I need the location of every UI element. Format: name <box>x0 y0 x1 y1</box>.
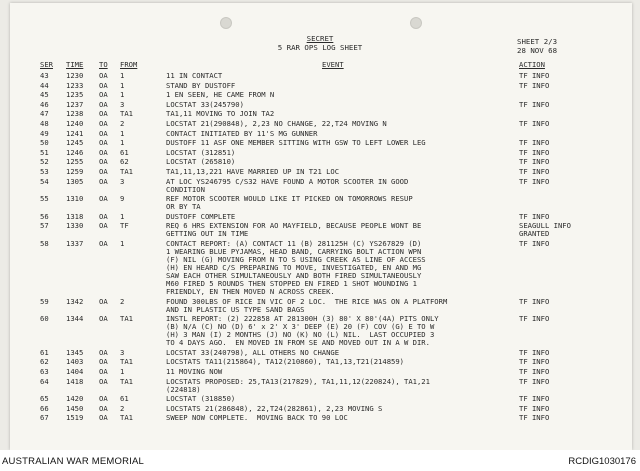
entry-time: 1330 <box>66 221 84 231</box>
entry-to: OA <box>99 413 108 423</box>
entry-from: TF <box>120 221 129 231</box>
event-line: LOCSTATS 21(286848), 22,T24(282861), 2,23 MOVING S <box>166 403 383 413</box>
entry-from: TA1 <box>120 413 133 423</box>
entry-time: 1310 <box>66 194 84 204</box>
event-line: DUSTOFF COMPLETE <box>166 211 236 221</box>
entry-serial: 64 <box>40 376 49 386</box>
entry-to: OA <box>99 347 108 357</box>
event-line: CONTACT INITIATED BY 11'S MG GUNNER <box>166 128 318 138</box>
event-line: AT LOC YS246795 C/S32 HAVE FOUND A MOTOR SCOOTER IN GOOD <box>166 176 409 186</box>
entry-event <box>166 72 512 80</box>
sheet-date: 28 NOV 68 <box>517 46 558 55</box>
entry-serial: 43 <box>40 71 49 80</box>
entry-time: 1238 <box>66 109 84 119</box>
entry-time: 1305 <box>66 176 84 186</box>
entry-to: OA <box>99 128 108 138</box>
entry-from: TA1 <box>120 376 133 386</box>
sheet-number: SHEET 2/3 <box>517 37 558 46</box>
entry-from: 1 <box>120 71 125 80</box>
entry-event <box>166 378 512 394</box>
entry-from: TA1 <box>120 109 133 119</box>
entry-from: 2 <box>120 119 125 128</box>
entry-from: 62 <box>120 157 129 167</box>
entry-serial: 48 <box>40 119 49 128</box>
action-line: TF INFO <box>519 394 550 404</box>
entry-time: 1337 <box>66 239 84 248</box>
entry-from: 1 <box>120 367 125 376</box>
action-line: TF INFO <box>519 314 550 324</box>
entry-action <box>519 72 619 80</box>
entry-serial: 49 <box>40 128 49 138</box>
action-line: TF INFO <box>519 347 550 357</box>
entry-to: OA <box>99 109 108 119</box>
event-line: TA1,11 MOVING TO JOIN TA2 <box>166 109 275 119</box>
entry-time: 1403 <box>66 357 84 367</box>
entry-event <box>166 158 512 166</box>
entry-action <box>519 222 619 238</box>
event-line: LOCSTAT 33(240798), ALL OTHERS NO CHANGE <box>166 347 340 357</box>
entry-from: 3 <box>120 347 125 357</box>
action-line: TF INFO <box>519 119 550 128</box>
entry-action <box>519 368 619 376</box>
entry-time: 1235 <box>66 90 84 100</box>
entry-to: OA <box>99 138 108 148</box>
entry-to: OA <box>99 376 108 386</box>
entry-serial: 55 <box>40 194 49 204</box>
event-line: 1 WEARING BLUE PYJAMAS, HEAD BAND, CARRYING BOLT ACTION WPN <box>166 247 422 256</box>
entry-event <box>166 222 512 238</box>
entry-from: 2 <box>120 403 125 413</box>
event-line: REF MOTOR SCOOTER WOULD LIKE IT PICKED ON TOMORROWS RESUP <box>166 194 413 204</box>
event-line: FRIENDLY, EN THEN MOVED N ACROSS CREEK. <box>166 287 335 296</box>
event-line: FOUND 300LBS OF RICE IN VIC OF 2 LOC. THE RICE WAS ON A PLATFORM <box>166 296 448 306</box>
entry-serial: 46 <box>40 99 49 109</box>
entry-time: 1420 <box>66 394 84 404</box>
entry-serial: 51 <box>40 147 49 157</box>
page-title: 5 RAR OPS LOG SHEET <box>277 43 363 52</box>
punch-hole <box>410 17 422 29</box>
action-line: TF INFO <box>519 157 550 167</box>
entry-to: OA <box>99 221 108 231</box>
event-line: LOCSTATS PROPOSED: 25,TA13(217829), TA1,11,12(220824), TA1,21 <box>166 376 430 386</box>
entry-to: OA <box>99 147 108 157</box>
entry-serial: 52 <box>40 157 49 167</box>
entry-from: 9 <box>120 194 125 204</box>
entry-event <box>166 168 512 176</box>
entry-event <box>166 414 512 422</box>
entry-to: OA <box>99 314 108 324</box>
entry-event <box>166 358 512 366</box>
column-header-to: TO <box>99 60 108 69</box>
entry-event <box>166 298 512 314</box>
event-line: (H) EN HEARD C/S PREPARING TO MOVE, INVESTIGATED, EN AND MG <box>166 263 422 272</box>
entry-action <box>519 82 619 90</box>
entry-action <box>519 414 619 422</box>
entry-action <box>519 178 619 186</box>
entry-event <box>166 178 512 194</box>
entry-event <box>166 315 512 347</box>
entry-from: 3 <box>120 176 125 186</box>
entry-from: 1 <box>120 239 125 248</box>
entry-from: TA1 <box>120 314 133 324</box>
entry-event <box>166 91 512 99</box>
entry-action <box>519 349 619 357</box>
entry-to: OA <box>99 357 108 367</box>
event-line: GETTING OUT IN TIME <box>166 229 249 239</box>
event-line: DUSTOFF 11 ASF ONE MEMBER SITTING WITH GSW TO LEFT LOWER LEG <box>166 138 426 148</box>
event-line: (H) 3 MAN (I) 2 MONTHS (J) NO (K) NO (L) NIL. LAST OCCUPIED 3 <box>166 330 435 340</box>
action-line: TF INFO <box>519 239 550 248</box>
entry-serial: 45 <box>40 90 49 100</box>
action-line: TF INFO <box>519 71 550 80</box>
event-line: SWEEP NOW COMPLETE. MOVING BACK TO 90 LOC <box>166 413 348 423</box>
action-line: TF INFO <box>519 138 550 148</box>
entry-action <box>519 378 619 386</box>
entry-event <box>166 195 512 211</box>
entry-from: TA1 <box>120 357 133 367</box>
entry-event <box>166 101 512 109</box>
entry-action <box>519 101 619 109</box>
event-line: LOCSTAT 21(290848), 2,23 NO CHANGE, 22,T24 MOVING N <box>166 119 387 128</box>
entry-action <box>519 149 619 157</box>
column-header-ser: SER <box>40 60 53 69</box>
entry-serial: 60 <box>40 314 49 324</box>
entry-action <box>519 168 619 176</box>
entry-to: OA <box>99 167 108 176</box>
entry-from: TA1 <box>120 167 133 176</box>
entry-action <box>519 139 619 147</box>
entry-action <box>519 298 619 306</box>
archive-footer <box>0 450 640 471</box>
event-line: CONDITION <box>166 184 205 194</box>
event-line: CONTACT REPORT: (A) CONTACT 11 (B) 281125H (C) YS267829 (D) <box>166 239 422 248</box>
entry-time: 1404 <box>66 367 84 376</box>
event-line: (224818) <box>166 384 201 394</box>
entry-action <box>519 358 619 366</box>
event-line: 11 IN CONTACT <box>166 71 223 80</box>
entry-from: 61 <box>120 394 129 404</box>
entry-time: 1342 <box>66 296 84 306</box>
entry-serial: 62 <box>40 357 49 367</box>
entry-time: 1241 <box>66 128 84 138</box>
entry-action <box>519 120 619 128</box>
entry-action <box>519 405 619 413</box>
entry-to: OA <box>99 119 108 128</box>
entry-event <box>166 139 512 147</box>
column-header-time: TIME <box>66 60 84 69</box>
event-line: REQ 6 HRS EXTENSION FOR AO MAYFIELD, BECAUSE PEOPLE WONT BE <box>166 221 422 231</box>
entry-time: 1318 <box>66 211 84 221</box>
action-line: TF INFO <box>519 413 550 423</box>
entry-from: 1 <box>120 138 125 148</box>
action-line: TF INFO <box>519 80 550 90</box>
column-header-action: ACTION <box>519 60 545 69</box>
event-line: LOCSTAT 33(245790) <box>166 99 244 109</box>
event-line: OR BY TA <box>166 202 201 212</box>
entry-time: 1230 <box>66 71 84 80</box>
event-line: M60 FIRED 5 ROUNDS THEN STOPPED EN FIRED 1 SHOT WOUNDING 1 <box>166 279 417 288</box>
entry-serial: 65 <box>40 394 49 404</box>
event-line: 1 EN SEEN, HE CAME FROM N <box>166 90 275 100</box>
event-line: 11 MOVING NOW <box>166 367 223 376</box>
entry-from: 1 <box>120 80 125 90</box>
event-line: LOCSTAT (265810) <box>166 157 236 167</box>
entry-event <box>166 349 512 357</box>
entry-to: OA <box>99 71 108 80</box>
event-line: INSTL REPORT: (2) 222858 AT 281300H (3) 80' X 80'(4A) PITS ONLY <box>166 314 439 324</box>
event-line: STAND BY DUSTOFF <box>166 80 236 90</box>
punch-hole <box>220 17 232 29</box>
entry-time: 1519 <box>66 413 84 423</box>
entry-to: OA <box>99 90 108 100</box>
entry-time: 1450 <box>66 403 84 413</box>
action-line: SEAGULL INFO <box>519 221 571 231</box>
entry-to: OA <box>99 367 108 376</box>
entry-from: 1 <box>120 128 125 138</box>
event-line: TA1,11,13,221 HAVE MARRIED UP IN T21 LOC <box>166 167 340 176</box>
entry-event <box>166 240 512 296</box>
action-line: TF INFO <box>519 211 550 221</box>
entry-to: OA <box>99 194 108 204</box>
entry-serial: 44 <box>40 80 49 90</box>
event-line: LOCSTATS TA11(215864), TA12(210860), TA1,13,T21(214859) <box>166 357 404 367</box>
action-line: TF INFO <box>519 357 550 367</box>
entry-event <box>166 82 512 90</box>
entry-serial: 61 <box>40 347 49 357</box>
entry-event <box>166 405 512 413</box>
event-line: (F) NIL (G) MOVING FROM N TO S USING CREEK AS LINE OF ACCESS <box>166 255 426 264</box>
action-line: TF INFO <box>519 147 550 157</box>
entry-serial: 57 <box>40 221 49 231</box>
entry-time: 1345 <box>66 347 84 357</box>
entry-time: 1245 <box>66 138 84 148</box>
entry-to: OA <box>99 403 108 413</box>
entry-time: 1259 <box>66 167 84 176</box>
entry-time: 1240 <box>66 119 84 128</box>
entry-event <box>166 130 512 138</box>
entry-time: 1344 <box>66 314 84 324</box>
entry-from: 3 <box>120 99 125 109</box>
column-header-from: FROM <box>120 60 138 69</box>
action-line: TF INFO <box>519 176 550 186</box>
action-line: GRANTED <box>519 229 550 239</box>
entry-event <box>166 120 512 128</box>
entry-serial: 54 <box>40 176 49 186</box>
entry-to: OA <box>99 211 108 221</box>
action-line: TF INFO <box>519 296 550 306</box>
entry-time: 1418 <box>66 376 84 386</box>
entry-from: 2 <box>120 296 125 306</box>
sheet-info <box>517 37 557 55</box>
event-line: AND IN PLASTIC US TYPE SAND BAGS <box>166 304 305 314</box>
entry-event <box>166 149 512 157</box>
entry-serial: 56 <box>40 211 49 221</box>
entry-from: 1 <box>120 90 125 100</box>
entry-event <box>166 213 512 221</box>
entry-to: OA <box>99 394 108 404</box>
entry-from: 1 <box>120 211 125 221</box>
entry-to: OA <box>99 239 108 248</box>
entry-to: OA <box>99 80 108 90</box>
entry-serial: 58 <box>40 239 49 248</box>
entry-action <box>519 213 619 221</box>
entry-serial: 63 <box>40 367 49 376</box>
column-header-event: EVENT <box>322 60 344 69</box>
entry-serial: 66 <box>40 403 49 413</box>
event-line: LOCSTAT (312851) <box>166 147 236 157</box>
event-line: (B) N/A (C) NO (D) 6' x 2' X 3' DEEP (E) 20 (F) COV (G) E TO W <box>166 322 435 332</box>
archive-name: AUSTRALIAN WAR MEMORIAL <box>2 456 145 467</box>
action-line: TF INFO <box>519 403 550 413</box>
entry-time: 1255 <box>66 157 84 167</box>
entry-event <box>166 110 512 118</box>
entry-action <box>519 240 619 248</box>
entry-time: 1246 <box>66 147 84 157</box>
entry-to: OA <box>99 176 108 186</box>
action-line: TF INFO <box>519 367 550 376</box>
entry-serial: 50 <box>40 138 49 148</box>
entry-event <box>166 395 512 403</box>
entry-time: 1233 <box>66 80 84 90</box>
event-line: LOCSTAT (318850) <box>166 394 236 404</box>
entry-event <box>166 368 512 376</box>
entry-to: OA <box>99 157 108 167</box>
entry-to: OA <box>99 99 108 109</box>
entry-to: OA <box>99 296 108 306</box>
entry-action <box>519 395 619 403</box>
classification-marking: SECRET <box>306 34 334 43</box>
entry-serial: 59 <box>40 296 49 306</box>
action-line: TF INFO <box>519 99 550 109</box>
action-line: TF INFO <box>519 376 550 386</box>
action-line: TF INFO <box>519 167 550 176</box>
entry-serial: 47 <box>40 109 49 119</box>
entry-time: 1237 <box>66 99 84 109</box>
entry-serial: 67 <box>40 413 49 423</box>
entry-from: 61 <box>120 147 129 157</box>
entry-action <box>519 315 619 323</box>
event-line: SAW EACH OTHER SIMULTANEOUSLY AND BOTH FIRED SIMULTANEOUSLY <box>166 271 422 280</box>
entry-action <box>519 158 619 166</box>
archive-reference: RCDIG1030176 <box>568 456 636 467</box>
entry-serial: 53 <box>40 167 49 176</box>
event-line: TO 4 DAYS AGO. EN MOVED IN FROM SE AND MOVED OUT IN A W DIR. <box>166 338 430 348</box>
